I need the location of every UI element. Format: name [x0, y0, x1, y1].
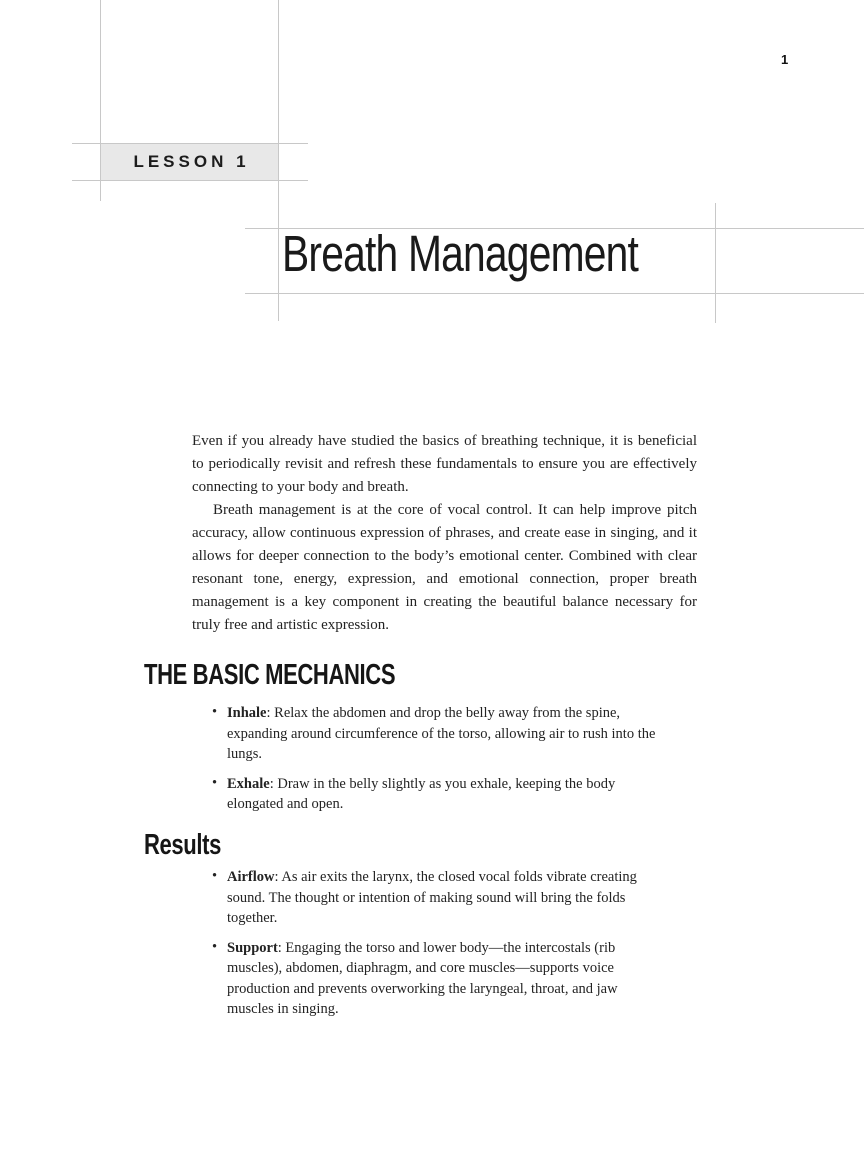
bullet-icon: •: [212, 938, 218, 955]
decorative-vertical-rule-right: [715, 203, 716, 323]
lesson-label: LESSON 1: [133, 152, 250, 171]
list-item-airflow: [212, 867, 664, 929]
decorative-rule-title-bottom: [245, 293, 864, 294]
intro-paragraphs: [192, 430, 697, 637]
bullet-icon: •: [212, 868, 218, 884]
chapter-title: Breath Management: [282, 225, 639, 282]
intro-paragraph-1: Even if you already have studied the basics of breathing technique, it is beneficial to periodically revisit and refresh these fundamentals to ensure you are effectively connecting to your body and breath.: [192, 433, 697, 495]
section-heading-basic-mechanics: THE BASIC MECHANICS: [144, 659, 396, 691]
bullet-term: Airflow: [227, 869, 275, 885]
bullet-text: : Engaging the torso and lower body—the intercostals (rib muscles), abdomen, diaphragm, and core muscles—supports voice production and prevents overworking the laryngeal, throat, and jaw muscles in singing.: [227, 939, 618, 1017]
decorative-vertical-rule-mid: [278, 0, 279, 321]
bullet-text: : Relax the abdomen and drop the belly away from the spine, expanding around circumference of the torso, allowing air to rush into the lungs.: [227, 705, 656, 762]
bullet-term: Inhale: [227, 705, 267, 721]
list-item-exhale: [212, 774, 664, 815]
bullet-text: : Draw in the belly slightly as you exhale, keeping the body elongated and open.: [227, 775, 616, 812]
list-item-support: [212, 938, 664, 1020]
section-heading-results: Results: [144, 829, 221, 861]
bullet-list-results: [212, 867, 664, 1020]
bullet-list-basic-mechanics: [212, 703, 664, 815]
lesson-label-box: [101, 144, 278, 180]
bullet-icon: •: [212, 704, 218, 720]
bullet-term: Exhale: [227, 775, 270, 792]
bullet-icon: •: [212, 774, 218, 791]
intro-paragraph-2: Breath management is at the core of vocal control. It can help improve pitch accuracy, allow continuous expression of phrases, and create ease in singing, and it allows for deeper connection to the body’s emotional center. Combined with clear resonant tone, energy, expression, and emotional connection, proper breath management is a key component in creating the beautiful balance necessary for truly free and artistic expression.: [192, 502, 697, 633]
page-number: 1: [781, 52, 789, 67]
decorative-rule-lesson-bottom: [72, 180, 308, 181]
bullet-text: : As air exits the larynx, the closed vocal folds vibrate creating sound. The thought or intention of making sound will bring the folds together.: [227, 869, 637, 926]
list-item-inhale: [212, 703, 664, 765]
bullet-term: Support: [227, 939, 278, 956]
